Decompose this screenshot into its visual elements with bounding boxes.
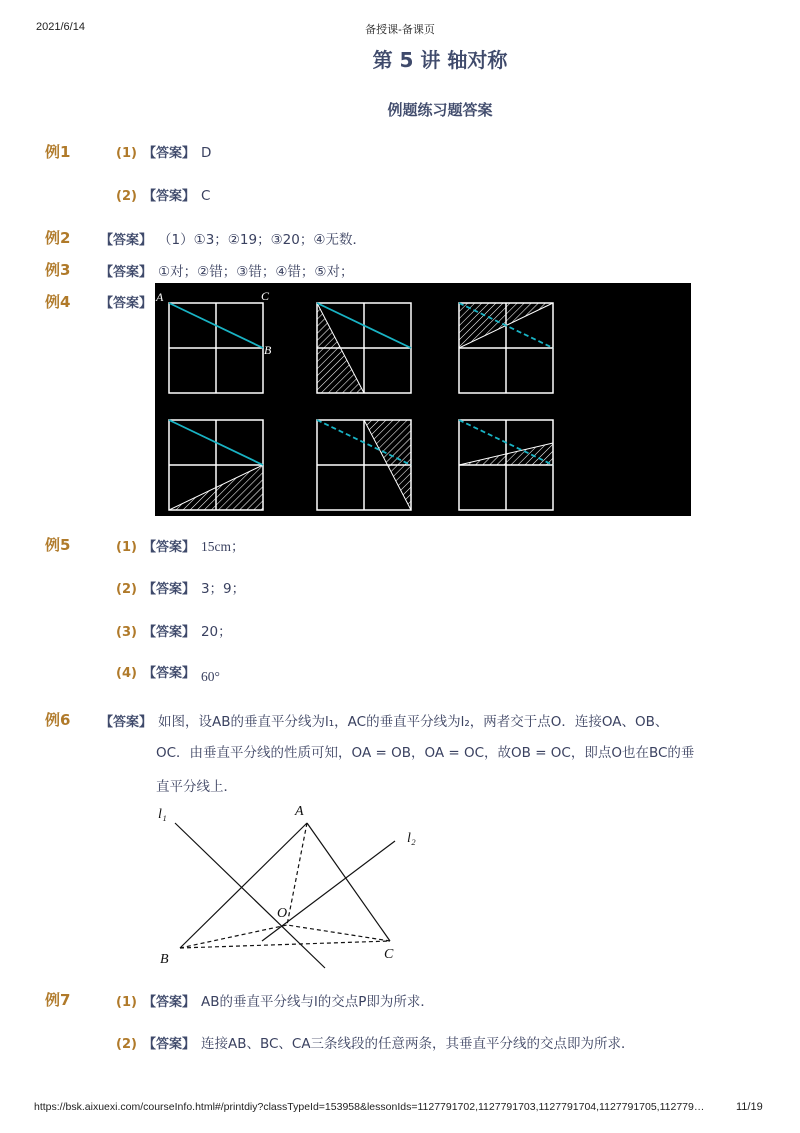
label-a: A [295,804,304,819]
example-4-answer [100,292,152,311]
page-number: 11/19 [736,1101,763,1113]
example-5-part-3 [116,620,232,640]
answer-text: ①对；②错；③错；④错；⑤对； [158,264,354,280]
label-l1: l₁ [158,807,167,822]
part-number: (3) [116,625,137,640]
answer-text-line-3: 直平分线上． [156,779,237,795]
answer-tag: 【答案】 [142,995,195,1010]
grid-3 [459,303,553,393]
example-6-label: 例6 [45,711,71,729]
answer-text: C [200,188,211,204]
example-3-label: 例3 [45,261,71,279]
part-number: (2) [116,1037,137,1052]
print-header-title: 备授课-备课页 [365,24,435,36]
example-3-answer [100,260,354,280]
part-number: (4) [116,666,137,681]
example-4-label: 例4 [45,293,71,311]
perpendicular-bisector-figure [150,798,430,973]
answer-tag: 【答案】 [142,666,195,681]
label-c: C [261,289,270,303]
answer-tag: 【答案】 [142,146,195,161]
example-7-label: 例7 [45,991,71,1009]
answer-text-line-1: 如图，设AB的垂直平分线为l₁，AC的垂直平分线为l₂，两者交于点O．连接OA、OB、 [158,714,669,730]
symmetry-grid-svg [155,283,691,516]
answer-text: 60° [200,669,220,684]
answer-tag: 【答案】 [142,540,195,555]
part-number: (1) [116,146,137,161]
grid-2 [317,303,411,393]
page-subtitle: 例题练习题答案 [387,101,493,119]
part-number: (1) [116,540,137,555]
answer-tag: 【答案】 [100,296,153,311]
answer-tag: 【答案】 [100,715,153,730]
part-number: (2) [116,189,137,204]
example-5-part-4 [116,662,220,684]
answer-text: D [200,145,212,161]
grid-4 [169,420,263,510]
label-c: C [384,947,394,962]
answer-tag: 【答案】 [100,265,153,280]
footer-url[interactable]: https://bsk.aixuexi.com/courseInfo.html#/printdiy?classTypeId=153958&lessonIds=1127791702,1127791703,1127791704,1127791705,112779… [34,1101,705,1113]
label-b: B [264,343,272,357]
example-7-part-1 [116,990,434,1010]
example-5-part-2 [116,577,245,597]
answer-text: 15cm； [200,539,245,554]
example-2-answer [100,228,366,248]
triangle-figure-svg [150,798,430,973]
example-1-part-1 [116,142,211,161]
answer-text: 连接AB、BC、CA三条线段的任意两条，其垂直平分线的交点即为所求． [200,1036,635,1052]
answer-text: 3；9； [200,581,246,597]
example-5-label: 例5 [45,536,71,554]
answer-text: AB的垂直平分线与l的交点P即为所求． [200,994,434,1010]
label-b: B [160,952,169,967]
answer-text: （1）①3；②19；③20；④无数． [158,232,366,248]
example-6-answer-line-1 [100,710,668,730]
grid-1 [155,289,272,393]
answer-tag: 【答案】 [142,625,195,640]
label-o: O [277,906,288,921]
answer-tag: 【答案】 [142,1037,195,1052]
answer-text-line-2: OC．由垂直平分线的性质可知，OA = OB，OA = OC，故OB = OC，即点O也在BC的垂 [156,745,695,761]
answer-tag: 【答案】 [142,189,195,204]
part-number: (2) [116,582,137,597]
print-date: 2021/6/14 [36,21,85,33]
example-5-part-1 [116,535,244,555]
example-2-label: 例2 [45,229,71,247]
label-a: A [156,290,164,304]
symmetry-grid-figure [155,283,691,516]
example-1-label: 例1 [45,143,71,161]
example-7-part-2 [116,1032,635,1052]
label-l2: l₂ [407,831,416,846]
grid-6 [459,420,553,510]
example-1-part-2 [116,185,210,204]
part-number: (1) [116,995,137,1010]
answer-tag: 【答案】 [142,582,195,597]
answer-tag: 【答案】 [100,233,153,248]
grid-5 [317,420,411,510]
page-title: 第 5 讲 轴对称 [372,48,508,72]
answer-text: 20； [200,624,232,640]
